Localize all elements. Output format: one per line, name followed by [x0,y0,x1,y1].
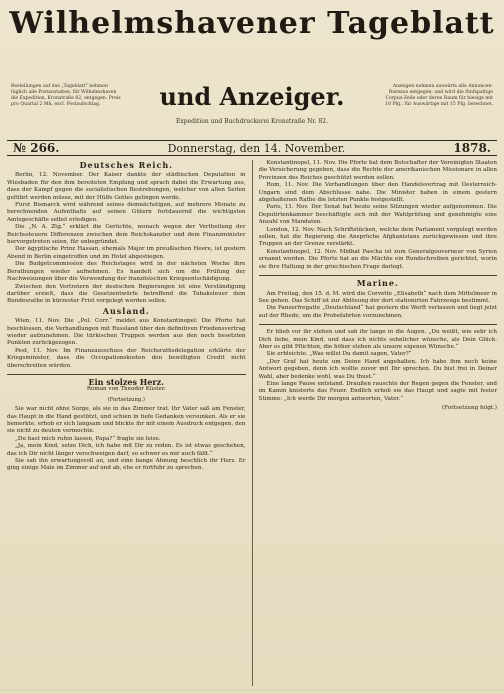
masthead [7,4,497,155]
issue-date: Donnerstag, den 14. November. [167,141,346,155]
article-paragraph: Wien, 11. Nov. Die „Pol. Corr.“ meldet aus Konstantinopel: Die Pforte hat beschlossen, die Verhandlungen mit Russland über den definitiven Friedensvertrag wieder aufzunehmen. Die türkischen Truppen werden aus den noch besetzten Punkten zurückgezogen. [7,318,246,347]
article-paragraph: Die Budgetcommission des Reichstages wird in der nächsten Woche ihre Berathungen wieder aufnehmen. Es handelt sich um die Prüfung der Nachweisungen über die Verwendung der französischen Kriegsentschädigung. [7,261,246,283]
serial-paragraph: Sie war nicht ohne Sorge, als sie in das Zimmer trat. Ihr Vater saß am Fenster, das Haupt in die Hand gestützt, und schien in tiefe Gedanken versunken. Als er sie bemerkte, erhob er sich langsam und blickte ihr mit einem Ausdruck entgegen, den sie nicht zu deuten vermochte. [7,406,246,435]
serial-paragraph: Sie erbleichte. „Was willst Du damit sagen, Vater?“ [266,351,412,358]
serial-paragraph: „Ja, mein Kind, setze Dich, ich habe mit Dir zu reden. Es ist etwas geschehen, das ich Dir nicht länger verschweigen darf, so schwer es mir auch fällt.“ [7,443,246,457]
article-paragraph: Konstantinopel, 11. Nov. Die Pforte hat dem Botschafter der Vereinigten Staaten die Versicherung gegeben, dass die Rechte der amerikanischen Missionare in allen Provinzen des Reiches geschützt werden sollen. [258,160,497,181]
publisher-line: Expedition und Buchdruckerei Kronstraße Nr. 82. [175,118,328,125]
article-paragraph: London, 12. Nov. Nach Schriftstücken, welche dem Parlament vorgelegt werden sollen, hat die Regierung die Ansprüche Afghanistans zurückgewiesen und ihre Truppen an der Grenze verstärkt. [258,226,497,248]
serial-paragraph: „Der Graf hat heute um Deine Hand angehalten. Ich habe ihm noch keine Antwort gegeben, denn ich wollte zuvor mit Dir sprechen. Du bist frei in Deiner Wahl, aber bedenke wohl, was Du thust.“ [258,358,497,380]
paper-crease [0,690,504,691]
divider [7,374,246,375]
issue-year: 1878. [453,141,491,155]
serial-to-be-continued: (Fortsetzung folgt.) [441,405,497,412]
dateline [7,140,497,156]
article-paragraph: Am Freitag, den 15. d. M. wird die Corvette „Elisabeth“ nach dem Mittelmeer in See gehen. Das Schiff ist zur Ablösung der dort stationirten Fahrzeuge bestimmt. [258,290,497,304]
issue-number: № 266. [13,141,60,155]
serial-paragraph: Sie sah ihn erwartungsvoll an, und eine bange Ahnung beschlich ihr Herz. Er ging einige Male im Zimmer auf und ab, ehe er fortfuhr zu sprechen. [7,458,246,472]
article-paragraph: Fürst Bismarck wird während seines demnächstigen, auf mehrere Monate zu berechnenden Aufenthalts auf seinen Gütern fortdauernd die wichtigsten Amtsgeschäfte selbst erledigen. [7,202,246,223]
newspaper-title: Wilhelmshavener Tageblatt [9,6,495,41]
article-columns [7,160,497,686]
serial-continuation: (Fortsetzung.) [107,396,145,403]
subscription-notice: Bestellungen auf das „Tageblatt“ nehmen täglich alle Postanstalten, für Wilhelmshaven die Expedition, Kronstraße 82, entgegen. Preis pro Quartal 2 Mk. excl. Postaufschlag. [11,84,121,107]
article-paragraph: Die „N. A. Ztg.“ erklärt die Gerüchte, wonach wegen der Vertheilung der Reichssteuern Differenzen zwischen dem Reichskanzler und dem Finanzminister hervorgetreten seien, für unbegründet. [7,224,246,246]
section-heading-marine: Marine. [356,278,399,289]
advertising-notice: Anzeigen nehmen auswärts alle Annoncen-Bureaus entgegen, und wird die fünfspaltige Corpus-Zeile oder deren Raum für hiesige mit 10 Pfg., für Auswärtige mit 15 Pfg. berechnet. [385,84,493,107]
divider [259,275,498,276]
serial-paragraph: „Du hast mich rufen lassen, Papa?“ fragte sie leise. [15,435,161,442]
right-column [259,160,498,686]
article-paragraph: Zwischen den Vertretern der deutschen Regierungen ist eine Verständigung darüber erzielt, dass die Gesetzentwürfe betreffend die Tabaksteuer dem Bundesrathe in kürzester Frist vorgelegt werden sollen. [7,283,246,305]
serial-title: Ein stolzes Herz. [88,376,164,387]
newspaper-subtitle: und Anzeiger. [159,82,345,111]
article-paragraph: Berlin, 12. November. Der Kaiser dankte der städtischen Deputation in Wiesbaden für den ihm bereiteten Empfang und sprach dabei die Erwartung aus, dass der Kampf gegen die socialistischen Bestrebungen, welcher von allen Seiten geführt werden müsse, mit der Hülfe Gottes gelingen werde. [7,172,246,201]
serial-author: Roman von Theodor Küster. [86,386,166,393]
article-paragraph: Konstantinopel, 12. Nov. Midhat Pascha ist zum Generalgouverneur von Syrien ernannt worden. Die Pforte hat an die Mächte ein Rundschreiben gerichtet, worin sie ihre Haltung in der griechischen Frage darlegt. [258,248,497,270]
serial-paragraph: Er blieb vor ihr stehen und sah ihr lange in die Augen. „Du weißt, wie sehr ich Dich liebe, mein Kind, und dass ich nichts sehnlicher wünsche, als Dein Glück. Aber es gibt Pflichten, die höher stehen als unsere eigenen Wünsche.“ [258,329,497,350]
article-paragraph: Die Panzerfregatte „Deutschland“ hat gestern die Werft verlassen und liegt jetzt auf der Rhede, um die Probefahrten vorzunehmen. [258,305,497,319]
section-heading-reich: Deutsches Reich. [79,160,173,170]
divider [259,324,498,325]
article-paragraph: Paris, 11. Nov. Der Senat hat heute seine Sitzungen wieder aufgenommen. Die Deputirtenkammer beschäftigte sich mit der Wahlprüfung und genehmigte eine Anzahl von Mandaten. [258,204,497,226]
serial-paragraph: Eine lange Pause entstand. Draußen rauschte der Regen gegen die Fenster, und im Kamin knisterte das Feuer. Endlich erhob sie das Haupt und sagte mit fester Stimme: „Ich werde Dir morgen antworten, Vater.“ [258,380,497,402]
left-column [7,160,253,686]
section-heading-ausland: Ausland. [102,305,150,316]
article-paragraph: Pest, 11. Nov. Im Finanzausschuss der Reichsrathsdelegation erklärte der Kriegsminister, dass die Occupationskosten den bewilligten Credit nicht überschreiten würden. [7,347,246,369]
article-paragraph: Rom, 11. Nov. Die Verhandlungen über den Handelsvertrag mit Oesterreich-Ungarn sind dem Abschlusse nahe. Die Minister haben in einem gestern abgehaltenen Rathe die letzten Punkte festgestellt. [258,182,497,204]
article-paragraph: Der ägyptische Prinz Hassan, ehemals Major im preußischen Heere, ist gestern Abend in Berlin eingetroffen und im Hotel abgestiegen. [7,246,246,260]
